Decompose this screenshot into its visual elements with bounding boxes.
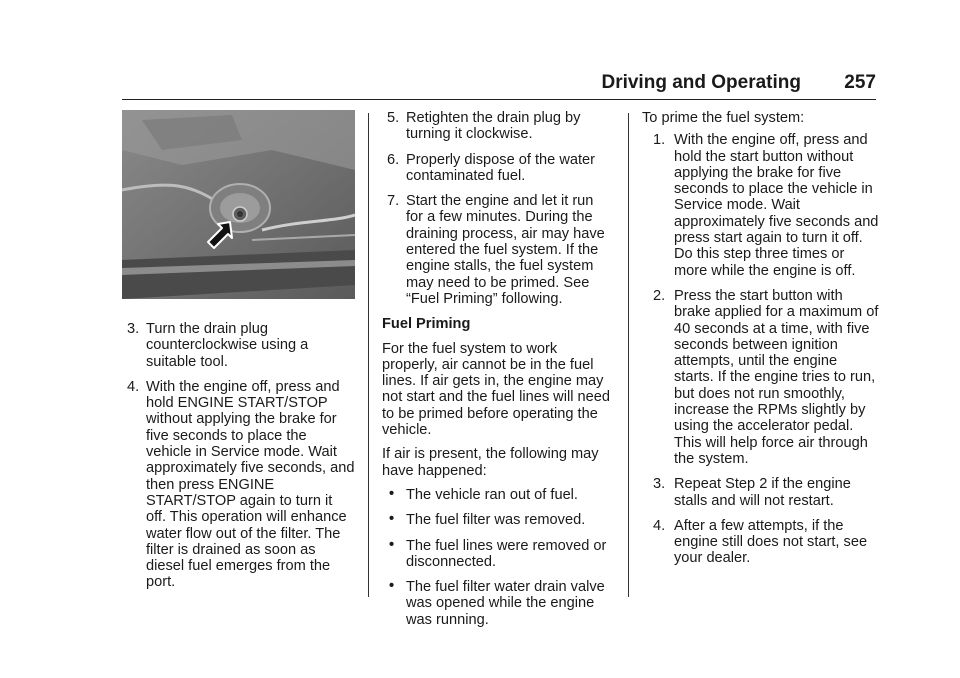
bullet-icon: • <box>389 536 395 553</box>
bullet-text: The vehicle ran out of fuel. <box>406 486 578 503</box>
list-item <box>382 193 614 307</box>
bullet-text: The fuel filter water drain valve was opened while the engine was running. <box>406 579 605 628</box>
column-2 <box>382 110 614 637</box>
list-item <box>382 152 614 185</box>
page-header <box>122 72 876 100</box>
bullet-item <box>382 538 614 571</box>
step-number: 5. <box>387 110 400 126</box>
list-item <box>382 110 614 143</box>
step-number: 6. <box>387 151 400 168</box>
bullet-icon: • <box>389 511 395 528</box>
bullet-item <box>382 579 614 628</box>
step-number: 4. <box>653 517 666 534</box>
step-number: 3. <box>653 476 666 493</box>
step-text: Turn the drain plug counterclockwise using a suitable tool. <box>146 321 309 370</box>
page-number: 257 <box>844 72 876 93</box>
bullet-text: The fuel filter was removed. <box>406 512 586 529</box>
fuel-priming-heading: Fuel Priming <box>382 316 471 333</box>
step-text: With the engine off, press and hold ENGINE START/STOP without applying the brake for five seconds to place the vehicle in Service mode. Wait approximately five seconds, and then press ENGINE START/STOP again to turn it off. This operation will enhance water flow out of the filter. The filter is drained as soon as diesel fuel emerges from the port. <box>146 378 355 591</box>
step-text: Retighten the drain plug by turning it clockwise. <box>406 110 581 143</box>
bullet-icon: • <box>389 578 395 595</box>
step-number: 7. <box>387 193 400 210</box>
list-item <box>642 518 880 567</box>
column-3 <box>642 110 880 576</box>
step-number: 3. <box>127 321 140 337</box>
list-item <box>642 132 880 279</box>
step-text: After a few attempts, if the engine still does not start, see your dealer. <box>674 517 868 567</box>
column-divider <box>628 113 629 597</box>
list-item <box>642 288 880 467</box>
drain-plug-illustration <box>122 110 355 299</box>
priming-steps-list <box>642 132 880 566</box>
priming-intro: To prime the fuel system: <box>642 110 805 126</box>
bullet-item <box>382 512 614 528</box>
step-number: 2. <box>653 287 666 304</box>
step-number: 1. <box>653 132 666 149</box>
step-text: Properly dispose of the water contaminated fuel. <box>406 151 596 184</box>
step-text: Repeat Step 2 if the engine stalls and will not restart. <box>674 476 851 509</box>
fuel-filter-drain-figure <box>122 110 355 299</box>
step-number: 4. <box>127 378 140 395</box>
step-text: With the engine off, press and hold the start button without applying the brake for five seconds to place the vehicle in Service mode. Wait approximately five seconds and press start again to turn it off. Do this step three times or more while the engine is off. <box>674 132 879 279</box>
paragraph: For the fuel system to work properly, air cannot be in the fuel lines. If air gets in, the engine may not start and the fuel lines will need to be primed before operating the vehicle. <box>382 340 610 439</box>
step-text: Start the engine and let it run for a few minutes. During the draining process, air may have entered the fuel system. If the engine stalls, the fuel system may need to be primed. See “Fuel Priming” following. <box>406 193 605 307</box>
column-divider <box>368 113 369 597</box>
column-1 <box>122 110 355 600</box>
bullet-item <box>382 487 614 503</box>
bullet-icon: • <box>389 485 395 502</box>
step-text: Press the start button with brake applied for a maximum of 40 seconds at a time, with five seconds between ignition attempts, until the engine starts. If the engine tries to run, but does not run smoothly, increase the RPMs slightly by using the accelerator pedal. This will help force air through the system. <box>674 287 879 467</box>
list-item <box>642 476 880 509</box>
list-item <box>122 379 355 591</box>
bullet-text: The fuel lines were removed or disconnected. <box>406 537 607 570</box>
section-title: Driving and Operating <box>601 72 801 93</box>
drain-steps-list <box>122 321 355 591</box>
paragraph: If air is present, the following may have happened: <box>382 446 599 479</box>
drain-steps-continued-list <box>382 110 614 307</box>
list-item <box>122 321 355 370</box>
